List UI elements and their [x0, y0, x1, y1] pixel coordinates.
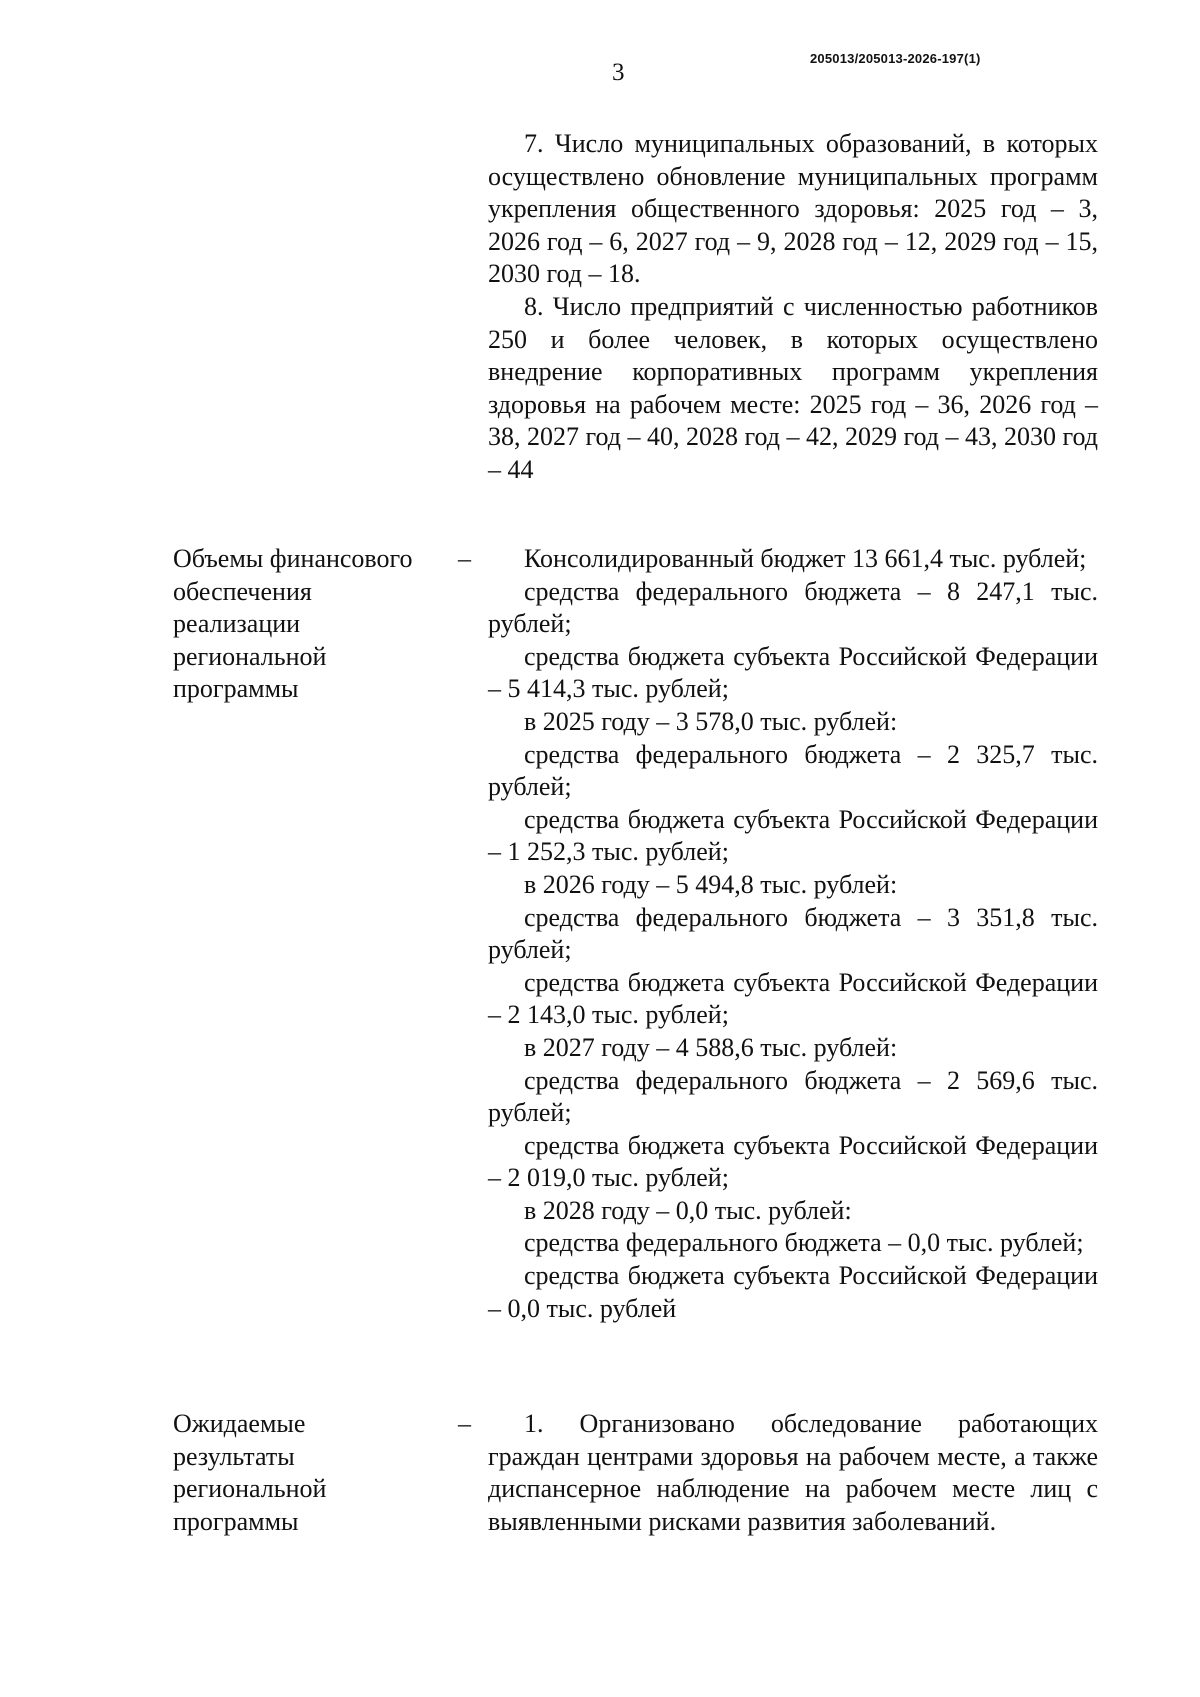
- funding-label-line: реализации: [173, 609, 301, 639]
- funding-paragraph: средства федерального бюджета – 2 325,7 тыс. рублей;: [488, 739, 1098, 802]
- funding-paragraph: средства федерального бюджета – 3 351,8 тыс. рублей;: [488, 902, 1098, 965]
- indicator-item-7: 7. Число муниципальных образований, в которых осуществлено обновление муниципальных программ укрепления общественного здоровья: 2025 год – 3, 2026 год – 6, 2027 год – 9, 2028 год – 12, 2029 год – 15, 2030 год – 18.: [488, 129, 1098, 289]
- funding-label-line: обеспечения: [173, 576, 312, 606]
- indicators-section: [488, 128, 1098, 487]
- results-label-line: Ожидаемые: [173, 1409, 306, 1438]
- funding-year-2027: в 2027 году – 4 588,6 тыс. рублей:: [524, 1032, 898, 1062]
- document-id: 205013/205013-2026-197(1): [810, 51, 981, 66]
- funding-paragraph: средства бюджета субъекта Российской Федерации – 5 414,3 тыс. рублей;: [488, 641, 1098, 704]
- funding-total: Консолидированный бюджет 13 661,4 тыс. рублей;: [524, 544, 1087, 573]
- results-text: [488, 1408, 1098, 1538]
- funding-paragraph: средства федерального бюджета – 2 569,6 тыс. рублей;: [488, 1065, 1098, 1128]
- indicator-item-8: 8. Число предприятий с численностью работников 250 и более человек, в которых осуществлено внедрение корпоративных программ укрепления здоровья на рабочем месте: 2025 год – 36, 2026 год – 38, 2027 год – 40, 2028 год – 42, 2029 год – 43, 2030 год – 44: [488, 291, 1098, 484]
- funding-year-2028: в 2028 году – 0,0 тыс. рублей:: [524, 1195, 852, 1225]
- page-number: 3: [612, 59, 625, 86]
- funding-paragraph: средства федерального бюджета – 8 247,1 тыс. рублей;: [488, 576, 1098, 639]
- results-label-line: результаты: [173, 1441, 295, 1471]
- funding-label-line: программы: [173, 674, 299, 704]
- result-item-1: 1. Организовано обследование работающих граждан центрами здоровья на рабочем месте, а также диспансерное наблюдение на рабочем месте лиц с выявленными рисками развития заболеваний.: [488, 1409, 1098, 1536]
- funding-paragraph: средства бюджета субъекта Российской Федерации – 2 143,0 тыс. рублей;: [488, 967, 1098, 1030]
- funding-year-2025: в 2025 году – 3 578,0 тыс. рублей:: [524, 706, 898, 736]
- funding-label-line: Объемы финансового: [173, 544, 413, 573]
- funding-label: [173, 543, 453, 706]
- results-label-line: программы: [173, 1506, 299, 1536]
- funding-paragraph: средства бюджета субъекта Российской Федерации – 0,0 тыс. рублей: [488, 1261, 1098, 1323]
- funding-paragraph: средства федерального бюджета – 0,0 тыс. рублей;: [524, 1228, 1084, 1258]
- funding-year-2026: в 2026 году – 5 494,8 тыс. рублей:: [524, 869, 898, 899]
- funding-paragraph: средства бюджета субъекта Российской Федерации – 1 252,3 тыс. рублей;: [488, 804, 1098, 867]
- results-dash: –: [458, 1409, 471, 1438]
- funding-text: [488, 543, 1098, 1325]
- funding-paragraph: средства бюджета субъекта Российской Федерации – 2 019,0 тыс. рублей;: [488, 1130, 1098, 1193]
- funding-dash: –: [458, 544, 471, 573]
- results-label-line: региональной: [173, 1474, 327, 1504]
- results-label: [173, 1408, 453, 1538]
- funding-label-line: региональной: [173, 641, 327, 671]
